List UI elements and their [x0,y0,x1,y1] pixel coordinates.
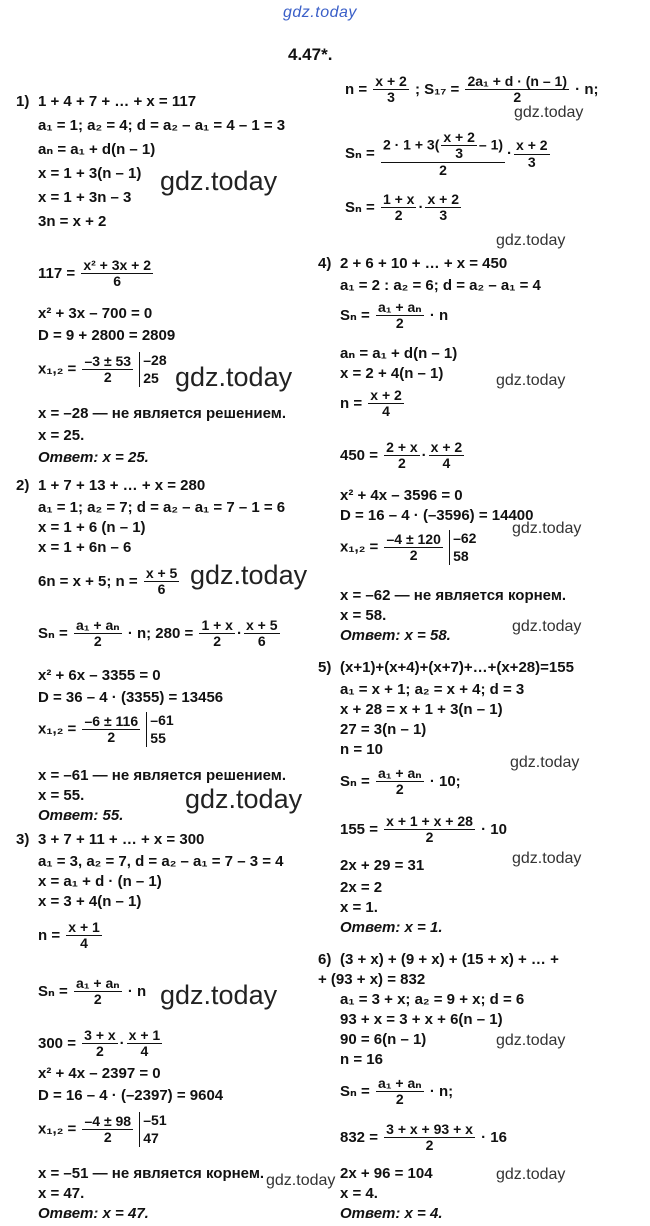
p4-roots: x₁,₂ = $\frac{-4 \pm 120}{2}$ –62 58 [340,530,477,564]
fraction: $\frac{-4 \pm 120}{2}$ [386,530,441,563]
watermark: gdz.today [190,560,308,590]
roots-bracket: –28 25 [139,352,166,387]
fraction: $\frac{x + 2}{3}$ [375,73,407,106]
p4-answer: Ответ: x = 58. [340,627,451,644]
p5-line: a₁ = x + 1; a₂ = x + 4; d = 3 [340,681,525,698]
fraction: $\frac{2 + x}{2}$ [386,439,418,472]
p3-sum-equation: 300 = $\frac{3 + x}{2}$ · $\frac{x + 1}{4}$ [38,1027,161,1060]
watermark: gdz.today [512,618,582,635]
exercise-title: 4.47*. [288,45,333,64]
p5-line: x + 28 = x + 1 + 3(n – 1) [340,701,503,718]
p1-line: a₁ = 1; a₂ = 4; d = a₂ – a₁ = 4 – 1 = 3 [38,117,286,134]
fraction: $\frac{x + 5}{6}$ [245,617,278,650]
roots-bracket: –51 47 [139,1112,166,1147]
p3-note: x = –51 — не является корнем. [38,1165,265,1182]
p3-answer: Ответ: x = 47. [38,1205,149,1222]
p4-result: x = 58. [340,607,387,624]
fraction: $\frac{x + 2}{3}$ [443,129,475,162]
fraction: $\frac{\text{x² + 3x + 2}}{6}$ [83,257,152,290]
p3-sum-formula: Sₙ = $\frac{\text{a₁ + aₙ}}{2}$ · n [38,975,147,1008]
p3-roots: x₁,₂ = $\frac{-4 \pm 98}{2}$ –51 47 [38,1112,167,1146]
p1-line: 1 + 4 + 7 + … + x = 117 [38,93,197,110]
p4-line: a₁ = 2 : a₂ = 6; d = a₂ – a₁ = 4 [340,277,541,294]
rtop-sn-simplified: Sₙ = $\frac{1 + x}{2}$ · $\frac{x + 2}{3}$ [345,191,459,224]
p2-discriminant: D = 36 – 4 · (3355) = 13456 [38,689,224,706]
fraction: $\frac{x + 2}{3}$ [427,191,459,224]
p1-note: x = –28 — не является решением. [38,405,287,422]
p1-roots: x₁,₂ = $\frac{-3 \pm 53}{2}$ –28 25 [38,352,167,386]
watermark: gdz.today [266,1172,336,1189]
p1-line: aₙ = a₁ + d(n – 1) [38,141,156,158]
fraction: $\frac{\text{a₁ + aₙ}}{2}$ [377,299,422,332]
p2-result: x = 55. [38,787,85,804]
p2-answer: Ответ: 55. [38,807,124,824]
rtop-n-s17: n = $\frac{x + 2}{3}$ ; S₁₇ = $\frac{\text{2a₁ + d · (n – 1)}}{2}$ · n; [345,73,599,106]
watermark: gdz.today [512,850,582,867]
fraction: $\frac{\text{a₁ + aₙ}}{2}$ [75,975,120,1008]
p3-line: 3 + 7 + 11 + … + x = 300 [38,831,205,848]
p1-equation: 117 = $\frac{\text{x² + 3x + 2}}{6}$ [38,257,152,290]
p2-roots: x₁,₂ = $\frac{-6 \pm 116}{2}$ –61 55 [38,712,174,746]
fraction: $\frac{3 + x + 93 + x}{2}$ [386,1121,473,1154]
p6-line: n = 16 [340,1051,383,1068]
p5-number: 5) [318,659,332,676]
p1-discriminant: D = 9 + 2800 = 2809 [38,327,176,344]
p6-line: + (93 + x) = 832 [318,971,426,988]
watermark: gdz.today [160,980,278,1010]
p2-quadratic: x² + 6x – 3355 = 0 [38,667,161,684]
fraction: $\frac{1 + x}{2}$ [201,617,233,650]
watermark: gdz.today [514,104,584,121]
fraction: $\frac{1 + x}{2}$ [382,191,415,224]
fraction: $\frac{-3 \pm 53}{2}$ [84,352,132,385]
watermark: gdz.today [496,232,566,249]
p4-line: x = 2 + 4(n – 1) [340,365,444,382]
p4-sum-formula: Sₙ = $\frac{\text{a₁ + aₙ}}{2}$ · n [340,299,449,332]
p6-line: (3 + x) + (9 + x) + (15 + x) + … + [340,951,559,968]
p1-answer: Ответ: x = 25. [38,449,149,466]
fraction: $\frac{x + 5}{6}$ [145,565,178,598]
p1-line: x = 1 + 3(n – 1) [38,165,142,182]
p2-line: 1 + 7 + 13 + … + x = 280 [38,477,206,494]
fraction: $\frac{x + 2}{4}$ [430,439,463,472]
p5-line: 2x + 29 = 31 [340,857,425,874]
fraction: $\frac{\text{a₁ + aₙ}}{2}$ [377,765,422,798]
watermark: gdz.today [496,1032,566,1049]
p5-line: (x+1)+(x+4)+(x+7)+…+(x+28)=155 [340,659,574,676]
p5-sum-formula: Sₙ = $\frac{\text{a₁ + aₙ}}{2}$ · 10; [340,765,461,798]
fraction: $\frac{\text{a₁ + aₙ}}{2}$ [377,1075,422,1108]
fraction: $\frac{-6 \pm 116}{2}$ [84,712,139,745]
fraction: $\frac{x + 1}{4}$ [68,919,100,952]
p5-line: n = 10 [340,741,383,758]
watermark: gdz.today [185,784,303,814]
p4-line: 2 + 6 + 10 + … + x = 450 [340,255,508,272]
fraction: $\frac{3 + x}{2}$ [84,1027,116,1060]
fraction: 2 · 1 + 3( $\frac{x + 2}{3}$ – 1) 2 [382,129,504,178]
fraction: $\frac{x + 2}{3}$ [516,137,548,170]
p1-quadratic: x² + 3x – 700 = 0 [38,305,153,322]
p3-number: 3) [16,831,30,848]
p1-line: x = 1 + 3n – 3 [38,189,132,206]
p5-sum-equation: 155 = $\frac{x + 1 + x + 28}{2}$ · 10 [340,813,507,846]
p6-line: x = 4. [340,1185,378,1202]
p5-line: 27 = 3(n – 1) [340,721,427,738]
p6-answer: Ответ: x = 4. [340,1205,443,1222]
p2-n-expression: 6n = x + 5; n = $\frac{x + 5}{6}$ [38,565,178,598]
fraction: $\frac{\text{a₁ + aₙ}}{2}$ [75,617,120,650]
p4-discriminant: D = 16 – 4 · (–3596) = 14400 [340,507,534,524]
p1-line: 3n = x + 2 [38,213,107,230]
watermark-top[interactable]: gdz.today [283,4,357,21]
p4-quadratic: x² + 4x – 3596 = 0 [340,487,463,504]
p3-n-expression: n = $\frac{x + 1}{4}$ [38,919,100,952]
p2-line: a₁ = 1; a₂ = 7; d = a₂ – a₁ = 7 – 1 = 6 [38,499,286,516]
p1-number: 1) [16,93,30,110]
p3-quadratic: x² + 4x – 2397 = 0 [38,1065,161,1082]
roots-bracket: –61 55 [146,712,173,747]
p4-sum-equation: 450 = $\frac{2 + x}{2}$ · $\frac{x + 2}{4}$ [340,439,463,472]
p2-note: x = –61 — не является решением. [38,767,287,784]
p6-line: 90 = 6(n – 1) [340,1031,427,1048]
fraction: $\frac{x + 1}{4}$ [128,1027,161,1060]
p1-result: x = 25. [38,427,85,444]
fraction: $\frac{-4 \pm 98}{2}$ [84,1112,132,1145]
roots-bracket: –62 58 [449,530,476,565]
p4-number: 4) [318,255,332,272]
p3-line: x = a₁ + d · (n – 1) [38,873,162,890]
p6-line: 2x + 96 = 104 [340,1165,433,1182]
p3-discriminant: D = 16 – 4 · (–2397) = 9604 [38,1087,224,1104]
watermark: gdz.today [175,362,293,392]
watermark: gdz.today [160,166,278,196]
p4-n-expression: n = $\frac{x + 2}{4}$ [340,387,402,420]
p4-line: aₙ = a₁ + d(n – 1) [340,345,458,362]
p3-result: x = 47. [38,1185,85,1202]
p6-sum-formula: Sₙ = $\frac{\text{a₁ + aₙ}}{2}$ · n; [340,1075,454,1108]
watermark: gdz.today [496,372,566,389]
fraction: $\frac{x + 2}{4}$ [370,387,402,420]
p6-line: 93 + x = 3 + x + 6(n – 1) [340,1011,503,1028]
watermark: gdz.today [510,754,580,771]
p5-line: 2x = 2 [340,879,383,896]
p5-line: x = 1. [340,899,378,916]
fraction: $\frac{\text{2a₁ + d · (n – 1)}}{2}$ [467,73,567,106]
p3-line: a₁ = 3, a₂ = 7, d = a₂ – a₁ = 7 – 3 = 4 [38,853,284,870]
p6-sum-equation: 832 = $\frac{3 + x + 93 + x}{2}$ · 16 [340,1121,507,1154]
watermark: gdz.today [512,520,582,537]
watermark: gdz.today [496,1166,566,1183]
p2-line: x = 1 + 6 (n – 1) [38,519,146,536]
rtop-sn-expanded: Sₙ = 2 · 1 + 3( $\frac{x + 2}{3}$ – 1) 2 · $\frac{x + 2}{3}$ [345,129,548,178]
p2-sum-formula: Sₙ = $\frac{\text{a₁ + aₙ}}{2}$ · n; 280 = $\frac{1 + x}{2}$ · $\frac{x + 5}{6}$ [38,617,278,650]
p4-note: x = –62 — не является корнем. [340,587,567,604]
p3-line: x = 3 + 4(n – 1) [38,893,142,910]
fraction: $\frac{x + 1 + x + 28}{2}$ [386,813,473,846]
p2-number: 2) [16,477,30,494]
p2-line: x = 1 + 6n – 6 [38,539,132,556]
p6-number: 6) [318,951,332,968]
p5-answer: Ответ: x = 1. [340,919,443,936]
p6-line: a₁ = 3 + x; a₂ = 9 + x; d = 6 [340,991,525,1008]
